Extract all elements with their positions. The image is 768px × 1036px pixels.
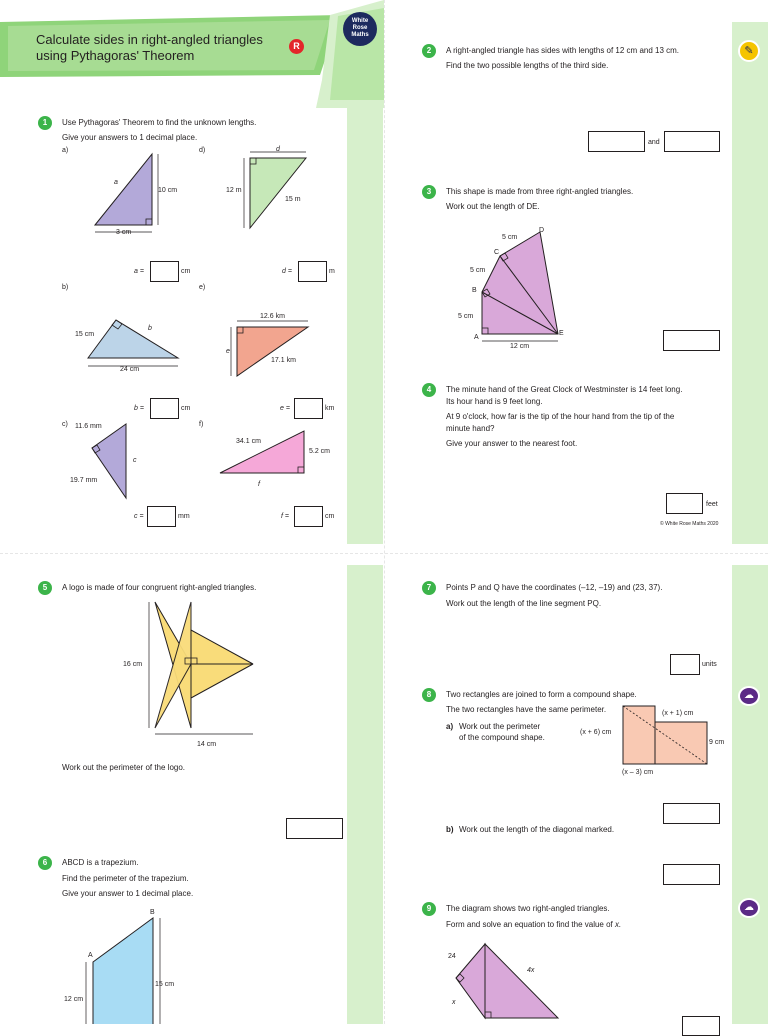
q5-answer-box[interactable] [286, 818, 343, 839]
q3-instruction-2: Work out the length of DE. [446, 202, 540, 211]
q3-answer-box[interactable] [663, 330, 720, 351]
q1e-answer-box[interactable] [294, 398, 323, 419]
q6-line1: ABCD is a trapezium. [62, 858, 139, 867]
page4-side-strip [732, 565, 768, 1024]
pencil-icon: ✎ [738, 40, 760, 62]
q9-label-x: x [452, 999, 456, 1006]
q1f-triangle [212, 425, 312, 485]
q1f-answer-box[interactable] [294, 506, 323, 527]
q1b-label: b) [62, 284, 69, 291]
q1f-height: 5.2 cm [309, 448, 331, 455]
question-number-1: 1 [38, 116, 52, 130]
question-number-9: 9 [422, 902, 436, 916]
q3-instruction: This shape is made from three right-angled triangles. [446, 187, 634, 196]
q1c-answer-label: c = [134, 513, 144, 520]
q1d-answer-label: d = [282, 268, 292, 275]
q8a-line2: of the compound shape. [459, 733, 545, 742]
page3-side-strip [347, 565, 383, 1024]
q1a-unit: cm [181, 268, 191, 275]
q2-answer-box-1[interactable] [588, 131, 645, 152]
q1c-answer-box[interactable] [147, 506, 176, 527]
q4-answer-box[interactable] [666, 493, 703, 514]
q4-line3: At 9 o'clock, how far is the tip of the hour hand from the tip of the [446, 412, 675, 421]
q5-logo [145, 600, 265, 740]
q1f-label: f) [199, 421, 204, 428]
q1a-height: 10 cm [158, 187, 178, 194]
q6-line3: Give your answer to 1 decimal place. [62, 889, 194, 898]
q1d-label: d) [199, 147, 206, 154]
q6-left-dim: 12 cm [64, 996, 84, 1003]
q9-answer-box[interactable] [682, 1016, 720, 1036]
q4-unit: feet [706, 501, 718, 508]
q1e-top: 12.6 km [260, 313, 285, 320]
q3-label-E: E [559, 330, 564, 337]
q1b-side: 15 cm [75, 331, 95, 338]
q1e-label: e) [199, 284, 206, 291]
q3-shape [470, 222, 570, 347]
q1b-answer-label: b = [134, 405, 144, 412]
q1c-side2: 19.7 mm [70, 477, 98, 484]
q6-label-B: B [150, 909, 155, 916]
q1e-side-label: e [226, 348, 230, 355]
q8b-label: b) [446, 825, 454, 834]
worksheet-title-line2: using Pythagoras' Theorem [36, 48, 195, 63]
q4-line1: The minute hand of the Great Clock of Westminster is 14 feet long. [446, 385, 683, 394]
q1f-hypotenuse: 34.1 cm [236, 438, 261, 445]
q3-label-C: C [494, 249, 500, 256]
q7-unit: units [702, 661, 717, 668]
q1f-unit: cm [325, 513, 335, 520]
q1a-answer-label: a = [134, 268, 144, 275]
q9-label-24: 24 [448, 953, 456, 960]
q8b-answer-box[interactable] [663, 864, 720, 885]
q5-instruction: A logo is made of four congruent right-angled triangles. [62, 583, 257, 592]
q1d-side-label: d [276, 146, 280, 153]
thinking-cloud-icon: ☁ [738, 686, 760, 706]
q1f-answer-label: f = [281, 513, 289, 520]
q1a-label: a) [62, 147, 69, 154]
q1-instruction-2: Give your answers to 1 decimal place. [62, 133, 198, 142]
q1e-unit: km [325, 405, 335, 412]
q8-dim-top: (x + 1) cm [662, 710, 694, 717]
q4-line5: Give your answer to the nearest foot. [446, 439, 578, 448]
q1c-unit: mm [178, 513, 190, 520]
q1d-triangle [240, 150, 320, 235]
q8a-label: a) [446, 722, 454, 731]
q1e-answer-label: e = [280, 405, 290, 412]
q1c-label: c) [62, 421, 68, 428]
page-divider-horizontal [0, 553, 768, 554]
q1d-height: 12 m [226, 187, 242, 194]
q6-line2: Find the perimeter of the trapezium. [62, 874, 189, 883]
q7-answer-box[interactable] [670, 654, 700, 675]
q3-label-A: A [474, 334, 479, 341]
q1b-unit: cm [181, 405, 191, 412]
q1b-side-label: b [148, 325, 152, 332]
q6-trapezium [80, 912, 170, 1024]
q1d-unit: m [329, 268, 335, 275]
q9-label-4x: 4x [527, 967, 535, 974]
q3-dim-BC: 5 cm [470, 267, 486, 274]
q3-dim-AB: 5 cm [458, 313, 474, 320]
white-rose-maths-logo: White Rose Maths [343, 12, 377, 46]
q8-dim-left: (x + 6) cm [580, 729, 612, 736]
q1a-answer-box[interactable] [150, 261, 179, 282]
q2-instruction: A right-angled triangle has sides with lengths of 12 cm and 13 cm. [446, 46, 680, 55]
q1f-side-label: f [258, 481, 260, 488]
q9-line2: Form and solve an equation to find the value of x. [446, 920, 622, 929]
q8-line1: Two rectangles are joined to form a compound shape. [446, 690, 637, 699]
q5-height-dim: 16 cm [123, 661, 143, 668]
page2-side-strip [732, 22, 768, 544]
worksheet-title-line1: Calculate sides in right-angled triangles [36, 32, 263, 47]
revision-badge: R [289, 39, 304, 54]
q1-instruction: Use Pythagoras' Theorem to find the unknown lengths. [62, 118, 257, 127]
q8-dim-right: 9 cm [709, 739, 725, 746]
q6-right-dim: 15 cm [155, 981, 175, 988]
page1-side-strip [347, 108, 383, 544]
q9-triangles [440, 938, 570, 1024]
page-divider-vertical [384, 0, 385, 1024]
q1d-answer-box[interactable] [298, 261, 327, 282]
question-number-5: 5 [38, 581, 52, 595]
question-number-4: 4 [422, 383, 436, 397]
q5-question: Work out the perimeter of the logo. [62, 763, 186, 772]
q1c-side1: 11.6 mm [75, 423, 102, 430]
q7-line1: Points P and Q have the coordinates (–12, –19) and (23, 37). [446, 583, 663, 592]
q1c-side-label: c [133, 457, 137, 464]
q8-dim-bottom: (x – 3) cm [622, 769, 654, 776]
q1a-base: 3 cm [116, 229, 132, 236]
question-number-2: 2 [422, 44, 436, 58]
q3-dim-CD: 5 cm [502, 234, 518, 241]
q1e-hypotenuse: 17.1 km [271, 357, 296, 364]
question-number-7: 7 [422, 581, 436, 595]
q1a-side-label: a [114, 179, 118, 186]
q3-dim-AE: 12 cm [510, 343, 530, 350]
q3-label-D: D [539, 227, 545, 234]
q3-label-B: B [472, 287, 477, 294]
q5-width-dim: 14 cm [197, 741, 217, 748]
q2-and: and [648, 139, 660, 146]
q4-line4: minute hand? [446, 424, 495, 433]
q8b-line1: Work out the length of the diagonal marked. [459, 825, 615, 834]
q1d-hypotenuse: 15 m [285, 196, 301, 203]
q7-line2: Work out the length of the line segment PQ. [446, 599, 602, 608]
q4-line2: Its hour hand is 9 feet long. [446, 397, 543, 406]
thinking-cloud-icon-2: ☁ [738, 898, 760, 918]
question-number-3: 3 [422, 185, 436, 199]
question-number-6: 6 [38, 856, 52, 870]
q2-answer-box-2[interactable] [664, 131, 720, 152]
q1b-base: 24 cm [120, 366, 140, 373]
q1b-answer-box[interactable] [150, 398, 179, 419]
copyright-text: © White Rose Maths 2020 [660, 521, 719, 527]
q6-label-A: A [88, 952, 93, 959]
question-number-8: 8 [422, 688, 436, 702]
q9-line1: The diagram shows two right-angled triangles. [446, 904, 610, 913]
q8a-line1: Work out the perimeter [459, 722, 541, 731]
q2-instruction-2: Find the two possible lengths of the third side. [446, 61, 609, 70]
q1e-triangle [228, 318, 323, 383]
q8-line2: The two rectangles have the same perimeter. [446, 705, 607, 714]
q8a-answer-box[interactable] [663, 803, 720, 824]
